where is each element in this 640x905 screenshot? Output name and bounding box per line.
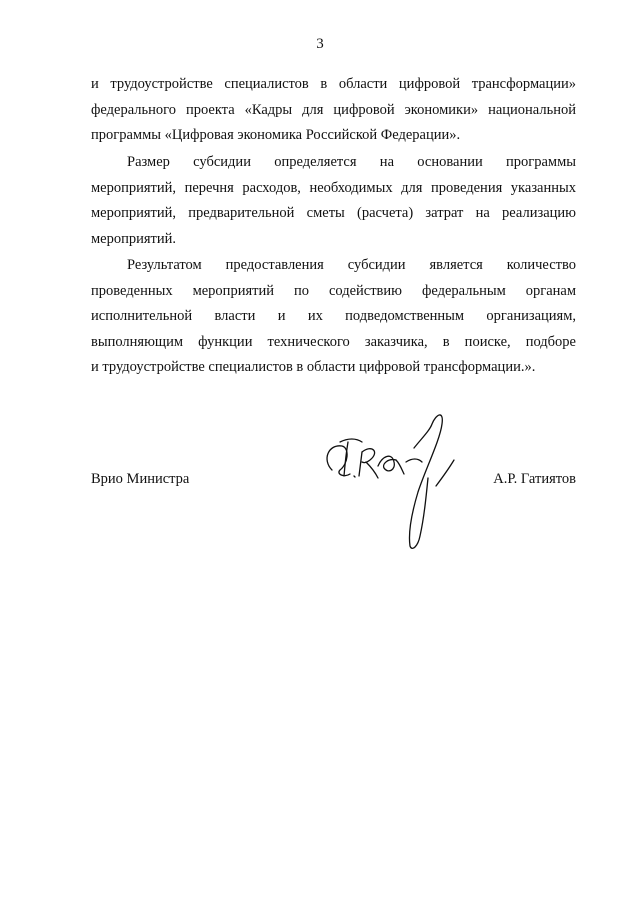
paragraph-line: и трудоустройстве специалистов в области цифровой трансформации.». — [91, 359, 536, 376]
paragraph-line: мероприятий. — [91, 230, 177, 247]
paragraph-2 — [91, 150, 576, 252]
paragraph-line: и трудоустройстве специалистов в области цифровой трансформации» — [91, 76, 576, 92]
signer-title: Врио Министра — [91, 471, 190, 487]
paragraph-line: программы «Цифровая экономика Российской Федерации». — [91, 127, 461, 144]
paragraph-1 — [91, 72, 576, 149]
page-number: 3 — [316, 36, 324, 52]
paragraph-3 — [91, 253, 576, 381]
paragraph-line: федерального проекта «Кадры для цифровой экономики» национальной — [91, 101, 576, 118]
signer-name: А.Р. Гатиятов — [493, 471, 576, 487]
handwritten-signature — [318, 408, 468, 556]
paragraph-line: мероприятий, предварительной сметы (расчета) затрат на реализацию — [91, 205, 576, 222]
paragraph-line: Результатом предоставления субсидии является количество — [127, 257, 576, 273]
paragraph-line: выполняющим функции технического заказчика, в поиске, подборе — [91, 333, 576, 350]
paragraph-line: проведенных мероприятий по содействию федеральным органам — [91, 282, 576, 299]
paragraph-line: мероприятий, перечня расходов, необходимых для проведения указанных — [91, 179, 576, 196]
paragraph-line: Размер субсидии определяется на основании программы — [127, 154, 576, 170]
paragraph-line: исполнительной власти и их подведомственным организациям, — [91, 308, 576, 325]
